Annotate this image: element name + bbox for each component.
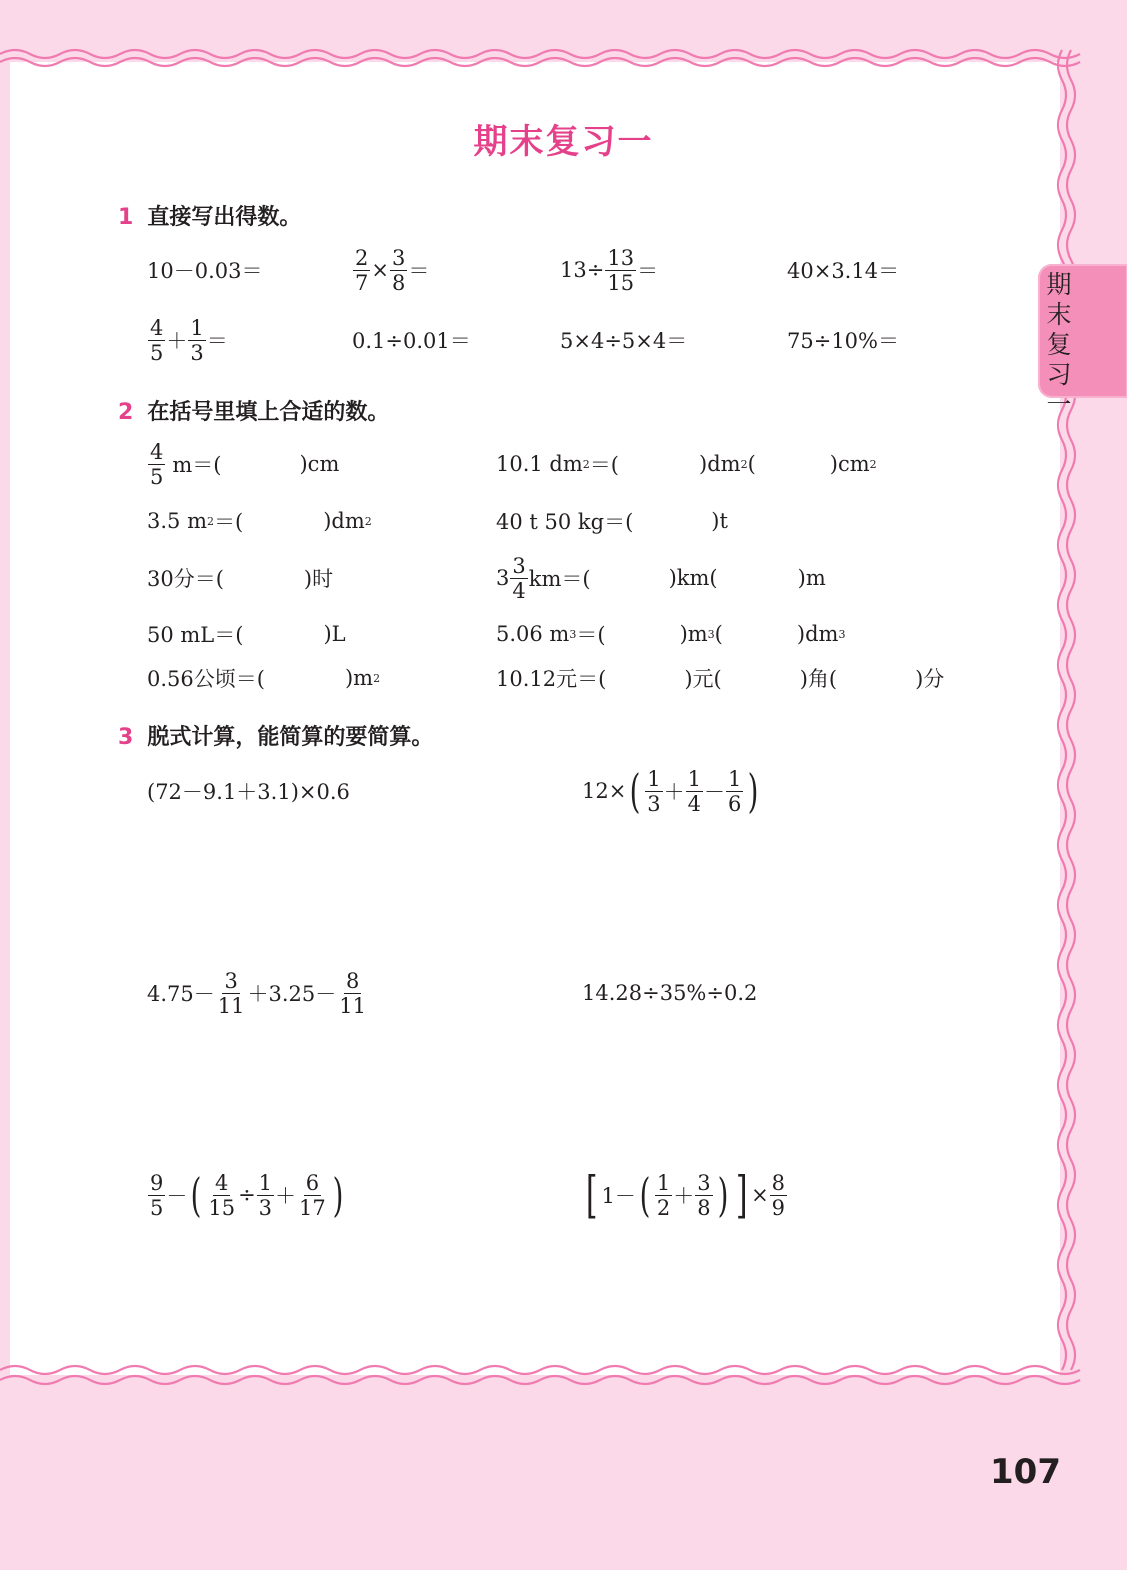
denominator: 6 [728,791,742,816]
denominator: 9 [771,1195,786,1220]
right-paren: ) [747,764,759,818]
q1-item-d [787,240,899,300]
left-paren: ( [190,1168,202,1222]
unit-text: )分 [915,667,945,691]
q1-d-text: 40×3.14＝ [787,259,900,283]
numerator: 4 [150,439,164,464]
expression-text: (72－9.1＋3.1)×0.6 [147,780,350,804]
q1-item-h [787,310,899,370]
q3-expr-3 [147,963,369,1023]
unit-text: ＝( [589,453,619,477]
q2-row5-left [147,648,380,708]
denominator: 4 [512,578,526,603]
left-bracket: [ [585,1166,598,1224]
left-paren: ( [639,1168,651,1222]
q2-instruction: 在括号里填上合适的数。 [147,400,390,425]
fraction [695,1171,712,1220]
unit-text: km＝( [528,567,591,591]
operator: － [704,780,726,804]
left-paren: ( [629,764,641,818]
denominator: 3 [258,1195,273,1220]
unit-text: 5.06 m [496,622,570,646]
denominator: 3 [647,791,661,816]
superscript: 2 [582,457,590,471]
operator: ＋ [673,1184,695,1208]
unit-text: )dm [323,509,365,533]
numerator: 8 [771,1170,786,1195]
q1-item-g [560,310,687,370]
fraction [645,767,662,816]
unit-text: ＝( [576,623,606,647]
q3-instruction: 脱式计算，能简算的要简算。 [147,725,434,750]
expression-prefix: 1－ [601,1184,636,1208]
q2-row3-right [496,548,826,608]
numerator: 4 [150,315,164,340]
fraction [686,767,703,816]
q1-h-text: 75÷10%＝ [787,329,899,353]
numerator: 1 [190,315,204,340]
fraction [297,1171,328,1220]
q1-item-e [147,310,228,370]
fraction [726,767,743,816]
q1-heading [118,200,301,231]
q3-expr-4 [582,963,757,1023]
fraction [390,246,407,295]
operator: ÷ [238,1183,256,1207]
denominator: 8 [391,270,406,295]
q1-g-text: 5×4÷5×4＝ [560,329,688,353]
q3-heading [118,720,433,751]
q2-number: 2 [118,400,134,425]
denominator: 11 [217,993,245,1018]
fraction [148,1171,165,1220]
q1-item-f [352,310,471,370]
expression-text: 14.28÷35%÷0.2 [582,981,758,1005]
superscript: 2 [207,514,214,528]
right-paren: ) [717,1168,728,1222]
unit-text: )m [797,566,826,590]
expression-prefix: 12× [582,779,627,803]
denominator: 3 [190,340,204,365]
numerator: 6 [305,1170,320,1195]
page-title: 期末复习一 [473,122,654,162]
operator: × [371,258,389,282]
side-chapter-tab [1038,264,1127,419]
side-tab-char: 末 [1046,300,1072,329]
unit-text: )t [711,509,728,533]
equals-sign: ＝ [637,259,659,283]
operator: × [751,1183,769,1207]
unit-text: )角( [799,667,838,691]
unit-text: )m [344,666,374,690]
fraction [655,1171,672,1220]
fraction [206,1171,237,1220]
unit-text: )m [679,622,708,646]
numerator: 3 [391,245,406,270]
fraction [337,969,368,1018]
numerator: 1 [258,1170,273,1195]
q1-f-text: 0.1÷0.01＝ [352,329,471,353]
fraction [148,316,165,365]
side-tab-char: 一 [1046,390,1072,419]
superscript: 3 [838,627,846,641]
denominator: 5 [150,1195,164,1220]
superscript: 2 [373,671,381,685]
fraction [770,1171,787,1220]
right-bracket: ] [735,1166,748,1224]
equals-sign: ＝ [408,259,430,283]
unit-text: )dm [699,452,741,476]
fraction [510,554,527,603]
unit-text: 0.56公顷＝( [147,667,265,691]
denominator: 8 [697,1195,711,1220]
fraction [353,246,370,295]
numerator: 3 [512,553,526,578]
fraction [257,1171,274,1220]
unit-text: 40 t 50 kg＝( [496,510,634,534]
unit-text: )L [323,622,346,646]
side-tab-char: 期 [1046,270,1072,299]
numerator: 1 [728,766,742,791]
numerator: 1 [647,766,661,791]
side-tab-char: 复 [1046,330,1072,359]
superscript: 3 [569,627,577,641]
superscript: 2 [364,514,372,528]
numerator: 2 [355,245,369,270]
unit-text: )cm [299,452,340,476]
numerator: 13 [607,245,635,270]
denominator: 7 [355,270,369,295]
equals-sign: ＝ [206,329,228,353]
operator: ＋ [663,780,685,804]
fraction [188,316,205,365]
denominator: 11 [339,993,366,1018]
q1-item-a [147,240,262,300]
q3-expr-1 [147,761,350,821]
q1-item-c [560,240,658,300]
denominator: 4 [687,791,702,816]
unit-text: )时 [303,567,334,591]
denominator: 5 [150,464,164,489]
q2-row5-right [496,648,944,708]
unit-text: ( [747,452,756,476]
superscript: 2 [869,457,877,471]
q2-row1-left [147,434,339,494]
denominator: 15 [208,1195,236,1220]
unit-text: 50 mL＝( [147,623,244,647]
superscript: 2 [740,457,748,471]
unit-text: )cm [829,452,870,476]
expression-prefix: 13÷ [560,258,605,282]
q2-row1-right [496,434,877,494]
unit-text: )km( [668,566,718,590]
unit-text: 3.5 m [147,509,207,533]
unit-text: )dm [796,622,839,646]
page-number: 107 [990,1452,1061,1492]
denominator: 17 [299,1195,326,1220]
numerator: 9 [150,1170,164,1195]
numerator: 1 [687,766,702,791]
operator: ＋ [275,1184,297,1208]
q2-row2-left [147,491,372,551]
fraction [216,969,247,1018]
numerator: 3 [224,968,238,993]
numerator: 8 [345,968,360,993]
q1-a-text: 10－0.03＝ [147,259,263,283]
unit-text: ＝( [214,510,244,534]
operator: － [166,1184,188,1208]
mixed-number-whole: 3 [496,566,510,590]
denominator: 15 [607,270,635,295]
numerator: 3 [697,1170,711,1195]
unit-text: 10.1 dm [496,452,583,476]
q2-row2-right [496,491,728,551]
operator: ＋ [166,329,188,353]
numerator: 4 [215,1170,229,1195]
unit-text: m＝( [172,453,222,477]
q1-item-b [352,240,429,300]
denominator: 2 [656,1195,671,1220]
side-tab-char: 习 [1046,360,1072,389]
expression-prefix: 4.75－ [147,982,215,1006]
numerator: 1 [656,1170,671,1195]
q1-number: 1 [118,205,134,230]
q2-heading [118,395,389,426]
q3-expr-2 [582,761,762,821]
right-paren: ) [332,1168,344,1222]
superscript: 3 [707,627,715,641]
fraction [605,246,636,295]
denominator: 5 [150,340,164,365]
q3-expr-6 [582,1165,788,1225]
unit-text: 10.12元＝( [496,667,607,691]
q3-number: 3 [118,725,134,750]
fraction [148,440,165,489]
expression-middle: ＋3.25－ [247,982,337,1006]
q3-expr-5 [147,1165,347,1225]
unit-text: ( [714,622,723,646]
q1-instruction: 直接写出得数。 [147,205,302,230]
q2-row3-left [147,548,333,608]
unit-text: )元( [684,667,722,691]
unit-text: 30分＝( [147,567,224,591]
